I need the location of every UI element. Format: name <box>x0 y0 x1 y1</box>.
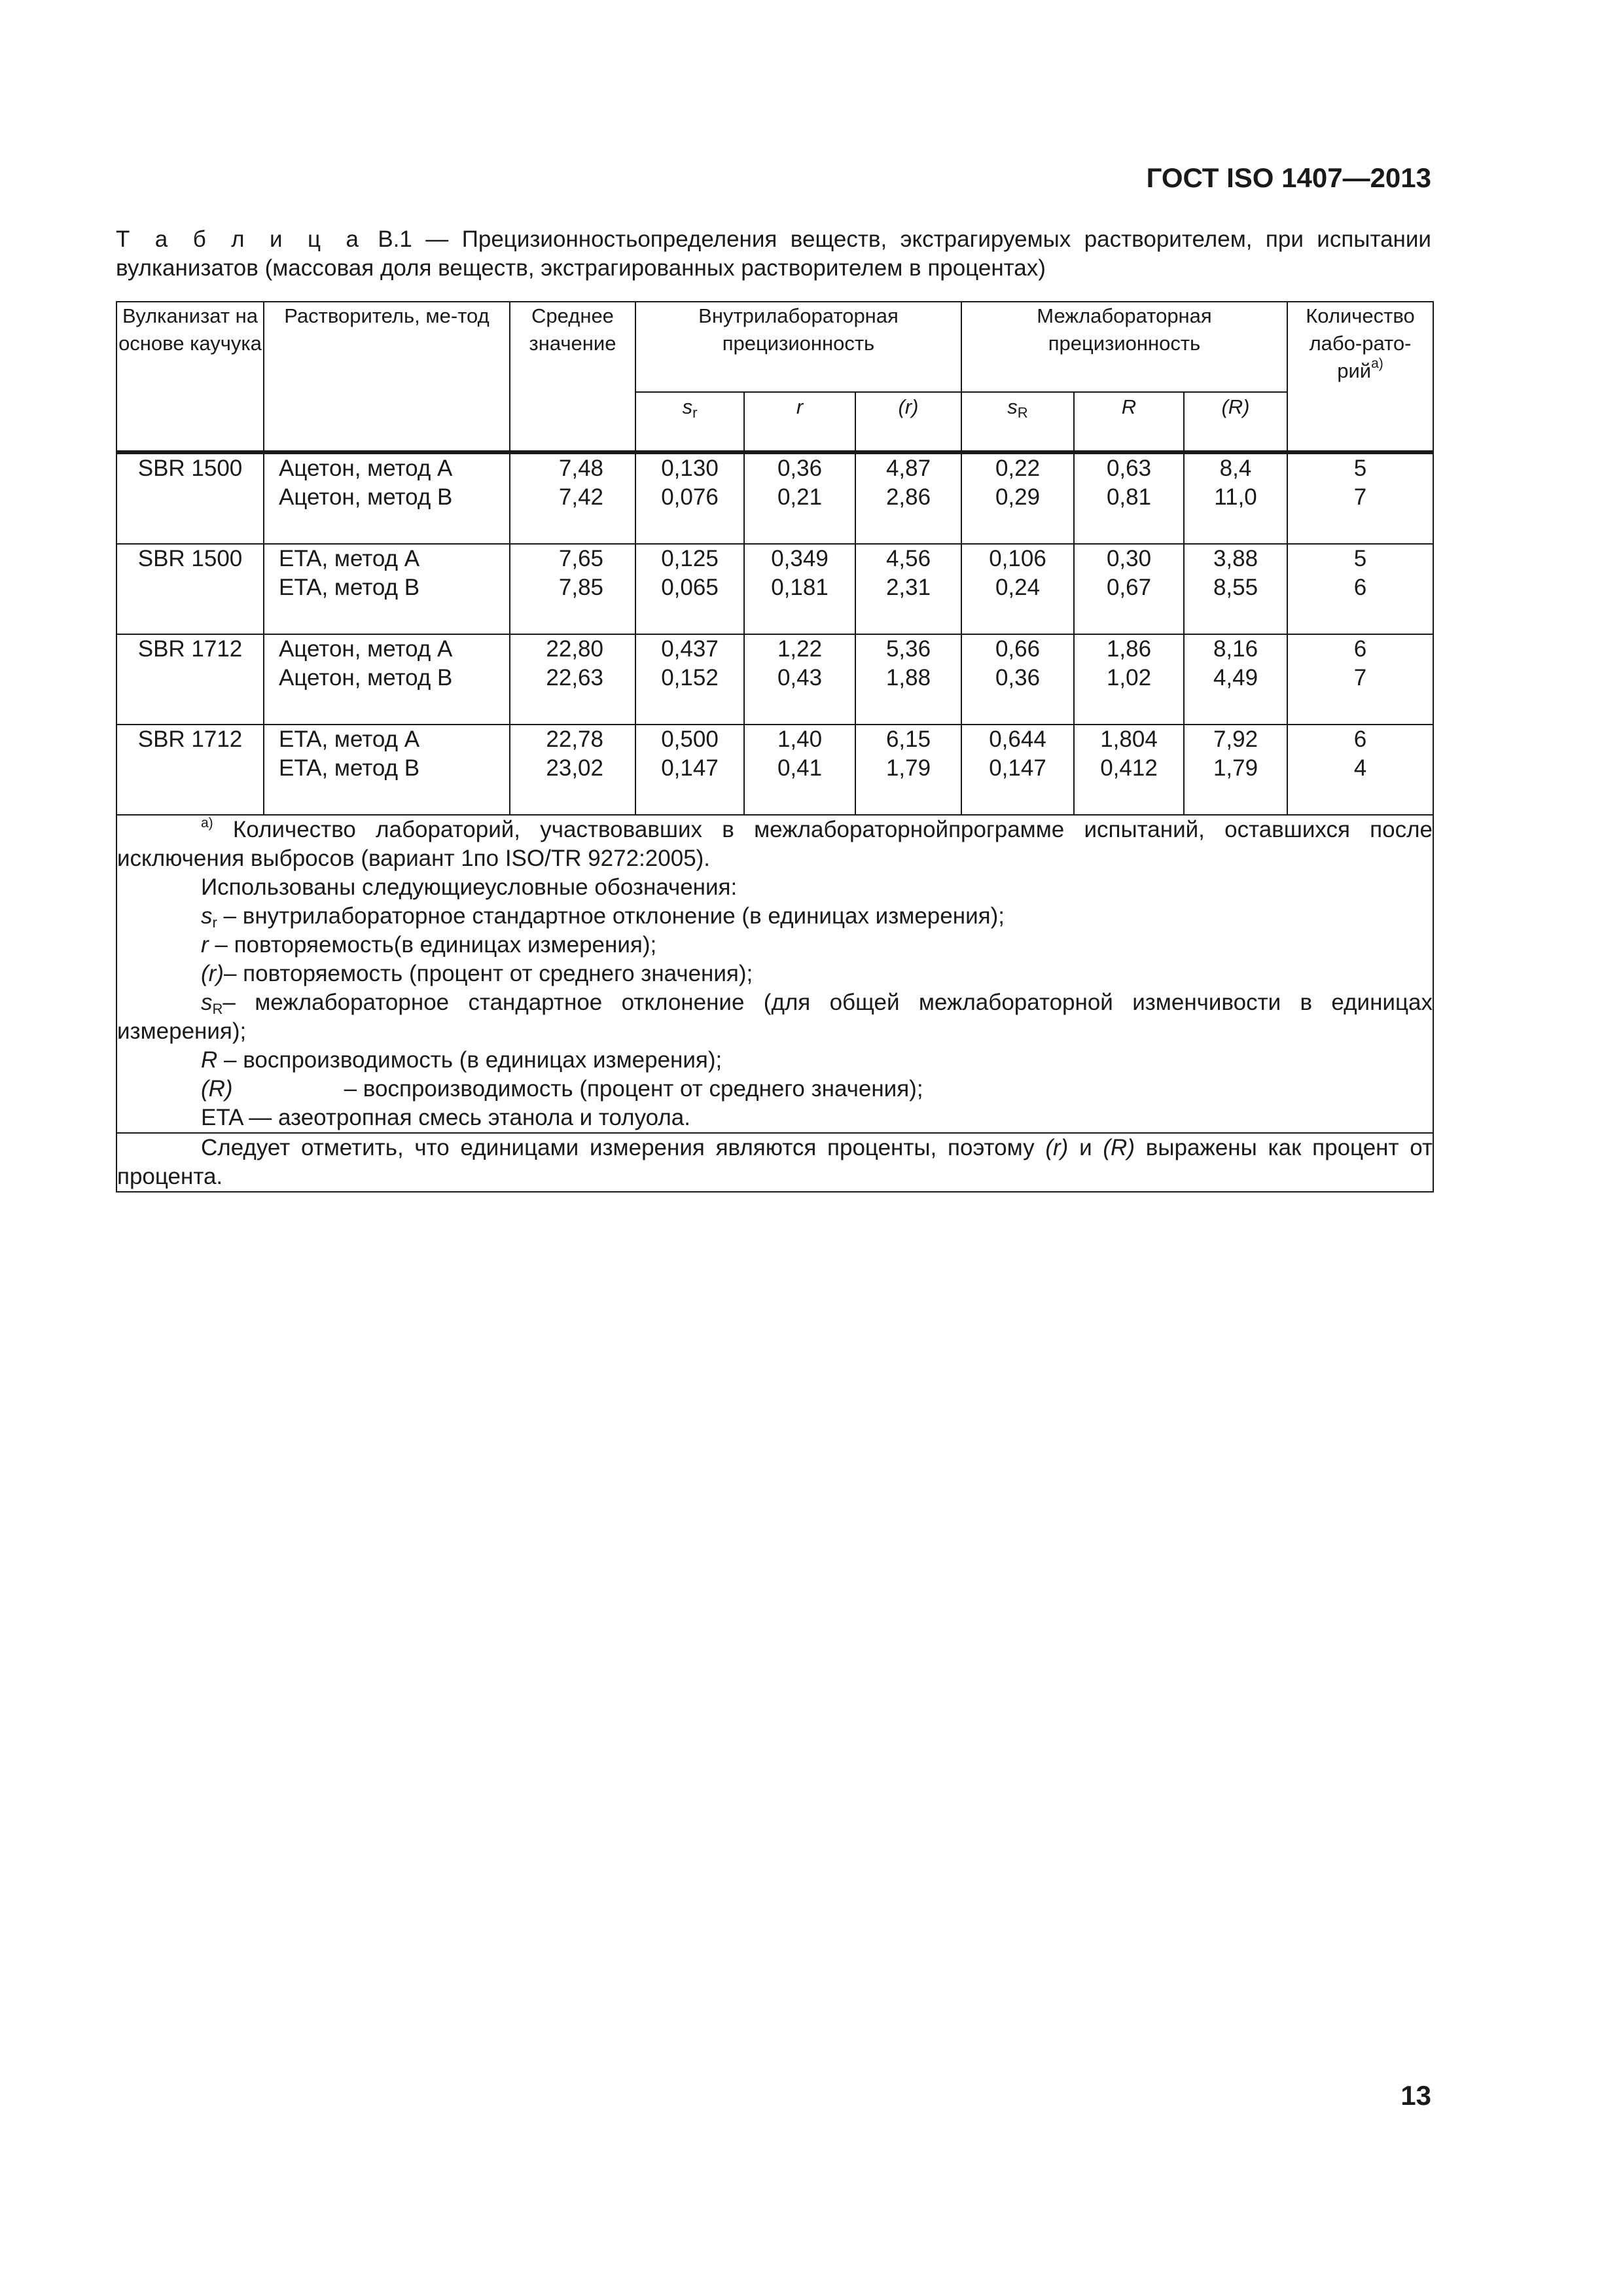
header-lab-count <box>1287 302 1433 452</box>
header-solvent: Растворитель, ме-тод <box>264 302 510 452</box>
cell-line: 0,130 <box>661 456 719 481</box>
cell-line: 0,076 <box>661 484 719 510</box>
cell-line: 0,147 <box>989 755 1046 781</box>
header-lab-count-note: а) <box>1371 356 1383 371</box>
cell-R-percent <box>1184 725 1287 815</box>
cell-line: 3,88 <box>1213 546 1258 571</box>
cell-line: 4,49 <box>1213 665 1258 691</box>
cell-line: 0,106 <box>989 546 1046 571</box>
header-R <box>1074 392 1184 452</box>
cell-line: Ацетон, метод A <box>279 636 453 662</box>
cell-line: 1,22 <box>777 636 823 662</box>
cell-line: Ацетон, метод B <box>279 665 453 691</box>
cell-line: 6,15 <box>885 726 931 752</box>
legend-r-percent <box>117 960 1433 988</box>
cell-line: 6 <box>1353 726 1367 752</box>
cell-line: 8,16 <box>1213 636 1258 662</box>
legend-symbol: (r) <box>201 961 224 986</box>
legend-symbol: (R) <box>201 1076 233 1102</box>
cell-line: Ацетон, метод B <box>279 484 453 510</box>
document-code: ГОСТ ISO 1407—2013 <box>1146 162 1431 193</box>
header-mean: Среднее значение <box>510 302 635 452</box>
cell-line: 0,24 <box>995 575 1041 600</box>
legend-subscript: R <box>212 1001 223 1017</box>
cell-rubber: SBR 1500 <box>116 452 264 544</box>
footnote-text: Количество лабораторий, участвовавших в межлабораторнойпрограмме испытаний, оставшихся после исключения выбросов (вариант 1по ISO/TR 9272:2005). <box>117 817 1433 871</box>
cell-R <box>1074 452 1184 544</box>
cell-mean <box>510 634 635 725</box>
cell-line: 0,22 <box>995 456 1041 481</box>
cell-line: 0,21 <box>777 484 823 510</box>
cell-line: 0,43 <box>777 665 823 691</box>
cell-line: 0,63 <box>1106 456 1152 481</box>
cell-line: 0,36 <box>777 456 823 481</box>
cell-line: 0,29 <box>995 484 1041 510</box>
header-sR <box>961 392 1074 452</box>
cell-line: Ацетон, метод A <box>279 456 453 481</box>
cell-mean <box>510 544 635 634</box>
header-sR-symbol: s <box>1007 395 1018 418</box>
table-row <box>116 544 1433 634</box>
header-r-symbol: r <box>796 395 804 418</box>
page-number: 13 <box>1400 2080 1431 2111</box>
cell-line: 0,125 <box>661 546 719 571</box>
cell-sR <box>961 544 1074 634</box>
legend-text: – воспроизводимость (в единицах измерения); <box>217 1047 722 1073</box>
cell-line: 0,349 <box>771 546 829 571</box>
cell-r <box>744 725 855 815</box>
cell-rubber: SBR 1712 <box>116 725 264 815</box>
legend-symbol: r <box>201 932 209 958</box>
cell-mean <box>510 452 635 544</box>
header-r <box>744 392 855 452</box>
cell-line: 0,36 <box>995 665 1041 691</box>
final-note-symbol: (R) <box>1103 1135 1135 1160</box>
cell-line: 0,66 <box>995 636 1041 662</box>
cell-R <box>1074 725 1184 815</box>
legend-text: – межлабораторное стандартное отклонение (для общей межлабораторной изменчивости в единицах измерения); <box>117 990 1433 1044</box>
cell-line: 1,02 <box>1106 665 1152 691</box>
cell-line: 1,79 <box>1213 755 1258 781</box>
cell-line: 0,644 <box>989 726 1046 752</box>
cell-line: 5,36 <box>885 636 931 662</box>
cell-R <box>1074 634 1184 725</box>
cell-labs <box>1287 452 1433 544</box>
cell-r-percent <box>855 634 961 725</box>
cell-line: 0,500 <box>661 726 719 752</box>
legend-r <box>117 931 1433 960</box>
cell-line: ETA, метод A <box>279 726 420 752</box>
cell-R-percent <box>1184 544 1287 634</box>
cell-R <box>1074 544 1184 634</box>
header-R-percent-symbol: (R) <box>1221 395 1250 418</box>
cell-line: 0,41 <box>777 755 823 781</box>
cell-line: 23,02 <box>546 755 603 781</box>
cell-line: 6 <box>1353 575 1367 600</box>
cell-line: 8,55 <box>1213 575 1258 600</box>
cell-line: 4,87 <box>885 456 931 481</box>
cell-line: 7,92 <box>1213 726 1258 752</box>
cell-line: 22,78 <box>546 726 603 752</box>
final-note-cell <box>116 1133 1433 1192</box>
legend-symbol: R <box>201 1047 218 1073</box>
cell-line: ETA, метод B <box>279 575 420 600</box>
cell-labs <box>1287 634 1433 725</box>
caption-text: В.1 — Прецизионностьопределения веществ, экстрагируемых растворителем, при испытании вулканизатов (массовая доля веществ, экстрагированных растворителем в процентах) <box>116 226 1431 281</box>
table-row <box>116 725 1433 815</box>
cell-line: 6 <box>1353 636 1367 662</box>
cell-line: 5 <box>1353 456 1367 481</box>
cell-line: 1,88 <box>885 665 931 691</box>
table-row <box>116 452 1433 544</box>
cell-sr <box>635 544 744 634</box>
cell-r-percent <box>855 725 961 815</box>
cell-line: 8,4 <box>1219 456 1252 481</box>
cell-method <box>264 634 510 725</box>
cell-line: 2,86 <box>885 484 931 510</box>
footnote-cell <box>116 815 1433 1133</box>
legend-text: – внутрилабораторное стандартное отклонение (в единицах измерения); <box>217 903 1005 929</box>
cell-line: 22,63 <box>546 665 603 691</box>
header-sr-symbol: s <box>682 395 693 418</box>
header-R-percent <box>1184 392 1287 452</box>
cell-r-percent <box>855 544 961 634</box>
cell-line: 7,42 <box>558 484 603 510</box>
legend-subscript: r <box>212 914 217 931</box>
table-caption <box>116 225 1431 283</box>
footnote-lab-count <box>117 816 1433 873</box>
cell-line: ETA, метод B <box>279 755 420 781</box>
cell-method <box>264 725 510 815</box>
caption-label: Т а б л и ц а <box>116 226 365 252</box>
cell-line: 1,40 <box>777 726 823 752</box>
cell-line: 22,80 <box>546 636 603 662</box>
legend-text: – воспроизводимость (процент от среднего значения); <box>344 1076 923 1102</box>
cell-sr <box>635 452 744 544</box>
legend-R <box>117 1046 1433 1075</box>
cell-line: 0,181 <box>771 575 829 600</box>
cell-line: 7 <box>1353 484 1367 510</box>
header-row-1 <box>116 302 1433 392</box>
cell-line: 0,147 <box>661 755 719 781</box>
header-r-percent <box>855 392 961 452</box>
final-note-text: и <box>1068 1135 1103 1160</box>
header-sr <box>635 392 744 452</box>
cell-line: 0,67 <box>1106 575 1152 600</box>
header-intralab: Внутрилабораторная прецизионность <box>635 302 961 392</box>
final-note-text: выражены как процент от процента. <box>117 1135 1433 1189</box>
cell-line: 0,437 <box>661 636 719 662</box>
header-vulcanizate: Вулканизат на основе каучука <box>116 302 264 452</box>
cell-sr <box>635 634 744 725</box>
cell-line: 1,79 <box>885 755 931 781</box>
cell-rubber: SBR 1712 <box>116 634 264 725</box>
header-sR-subscript: R <box>1017 404 1028 421</box>
cell-line: 5 <box>1353 546 1367 571</box>
final-note <box>117 1134 1433 1191</box>
cell-labs <box>1287 544 1433 634</box>
legend-text: – повторяемость(в единицах измерения); <box>208 932 657 958</box>
legend-text: – повторяемость (процент от среднего значения); <box>223 961 753 986</box>
header-R-symbol: R <box>1121 395 1137 418</box>
legend-eta: ETA — азеотропная смесь этанола и толуола. <box>201 1105 690 1130</box>
table-row <box>116 634 1433 725</box>
cell-line: 1,804 <box>1100 726 1158 752</box>
final-note-text: Следует отметить, что единицами измерения являются проценты, поэтому <box>201 1135 1046 1160</box>
header-lab-count-text: Количество лабо-рато-рий <box>1306 304 1415 382</box>
legend-intro: Использованы следующиеусловные обозначения: <box>201 874 738 900</box>
footnote-row <box>116 815 1433 1133</box>
cell-rubber: SBR 1500 <box>116 544 264 634</box>
header-interlab: Межлабораторная прецизионность <box>961 302 1287 392</box>
cell-labs <box>1287 725 1433 815</box>
cell-method <box>264 544 510 634</box>
cell-sR <box>961 725 1074 815</box>
cell-line: 0,065 <box>661 575 719 600</box>
cell-r <box>744 634 855 725</box>
legend-sR <box>117 988 1433 1046</box>
cell-line: 0,81 <box>1106 484 1152 510</box>
cell-line: 0,412 <box>1100 755 1158 781</box>
cell-line: 7,65 <box>558 546 603 571</box>
cell-R-percent <box>1184 634 1287 725</box>
legend-sr <box>117 902 1433 931</box>
cell-r <box>744 452 855 544</box>
cell-line: 7,85 <box>558 575 603 600</box>
cell-line: ETA, метод A <box>279 546 420 571</box>
legend-R-percent <box>117 1075 1433 1103</box>
precision-table <box>116 301 1434 1193</box>
footnote-mark: а) <box>201 816 213 831</box>
final-note-symbol: (r) <box>1045 1135 1069 1160</box>
legend-symbol: s <box>201 990 213 1015</box>
cell-sR <box>961 634 1074 725</box>
cell-sr <box>635 725 744 815</box>
cell-line: 4 <box>1353 755 1367 781</box>
cell-line: 0,30 <box>1106 546 1152 571</box>
cell-line: 2,31 <box>885 575 931 600</box>
legend-symbol: s <box>201 903 213 929</box>
cell-line: 0,152 <box>661 665 719 691</box>
cell-line: 7,48 <box>558 456 603 481</box>
cell-line: 4,56 <box>885 546 931 571</box>
cell-line: 11,0 <box>1214 484 1257 510</box>
cell-sR <box>961 452 1074 544</box>
cell-line: 1,86 <box>1106 636 1152 662</box>
final-note-row <box>116 1133 1433 1192</box>
cell-mean <box>510 725 635 815</box>
cell-line: 7 <box>1353 665 1367 691</box>
header-r-percent-symbol: (r) <box>898 395 919 418</box>
cell-R-percent <box>1184 452 1287 544</box>
cell-r-percent <box>855 452 961 544</box>
cell-r <box>744 544 855 634</box>
cell-method <box>264 452 510 544</box>
header-sr-subscript: r <box>692 404 698 421</box>
